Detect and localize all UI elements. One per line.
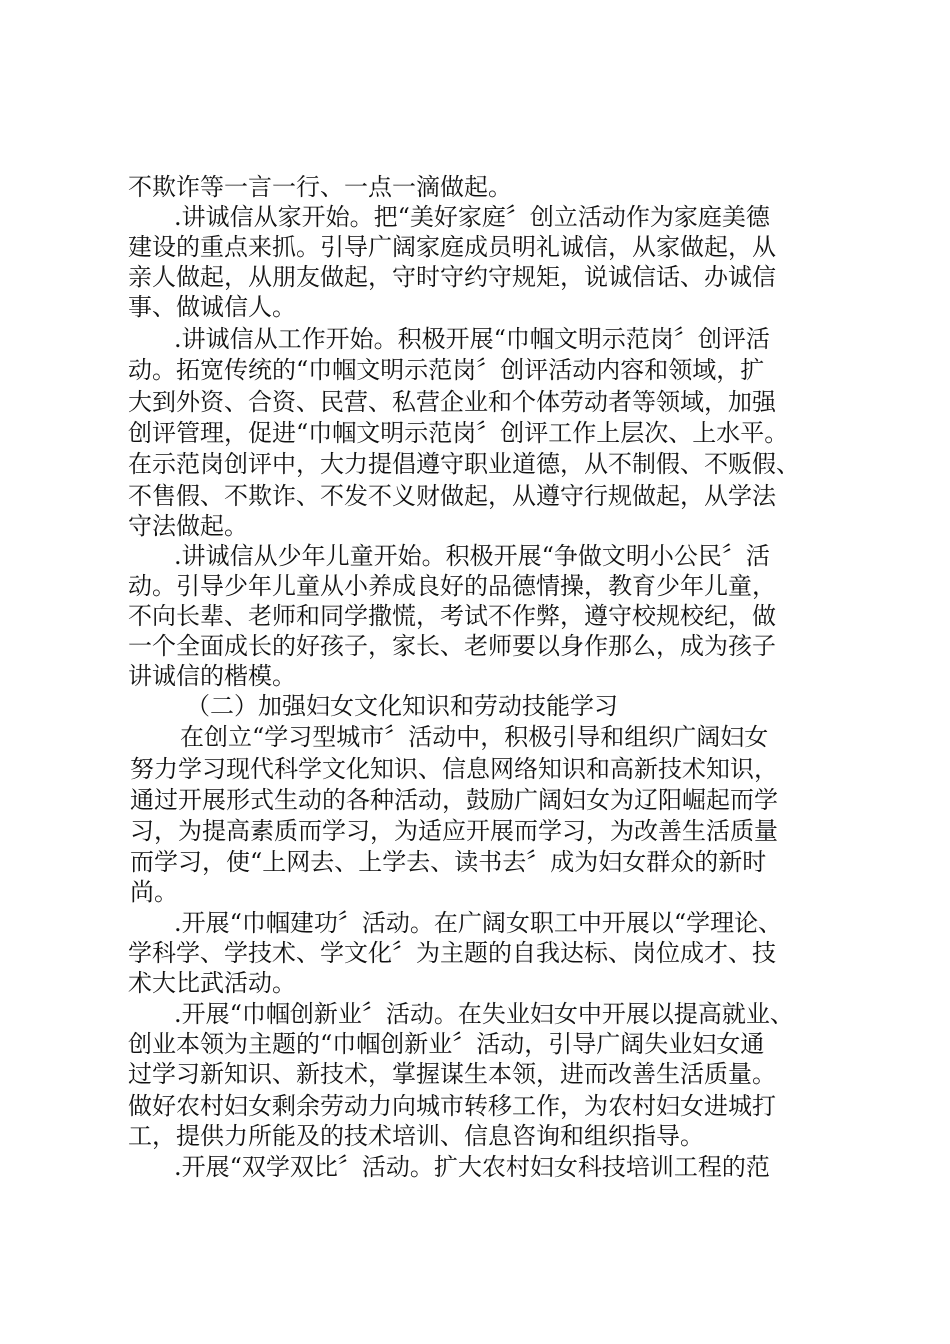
text-line: 讲诚信的楷模。 [128, 662, 296, 690]
text-line: 一个全面成长的好孩子，家长、老师要以身作那么，成为孩子 [128, 632, 776, 660]
text-line: 大到外资、合资、民营、私营企业和个体劳动者等领域，加强 [128, 388, 776, 416]
text-line: 不欺诈等一言一行、一点一滴做起。 [128, 173, 512, 201]
text-line: 而学习，使“上网去、上学去、读书去〞成为妇女群众的新时 [130, 848, 767, 876]
text-line: .讲诚信从工作开始。积极开展“巾帼文明示范岗〞创评活 [174, 325, 770, 353]
text-line: 术大比武活动。 [128, 969, 296, 997]
text-line: .开展“巾帼建功〞活动。在广阔女职工中开展以“学理论、 [174, 909, 783, 937]
text-line: 工，提供力所能及的技术培训、信息咨询和组织指导。 [128, 1122, 704, 1150]
text-line: 创业本领为主题的“巾帼创新业〞活动，引导广阔失业妇女通 [128, 1030, 765, 1058]
text-line: 事、做诚信人。 [128, 293, 296, 321]
text-line: 做好农村妇女剩余劳动力向城市转移工作，为农村妇女进城打 [128, 1092, 776, 1120]
text-line: 在示范岗创评中，大力提倡遵守职业道德，从不制假、不贩假、 [128, 450, 800, 478]
section-heading: （二）加强妇女文化知识和劳动技能学习 [186, 692, 618, 720]
text-line: 通过开展形式生动的各种活动，鼓励广阔妇女为辽阳崛起而学 [130, 786, 778, 814]
text-line: 在创立“学习型城市〞活动中，积极引导和组织广阔妇女 [180, 723, 769, 751]
text-line: 亲人做起，从朋友做起，守时守约守规矩，说诚信话、办诚信 [128, 263, 776, 291]
text-line: .开展“巾帼创新业〞活动。在失业妇女中开展以提高就业、 [174, 1000, 794, 1028]
text-line: 尚。 [130, 878, 178, 906]
text-line: 动。拓宽传统的“巾帼文明示范岗〞创评活动内容和领域，扩 [128, 356, 765, 384]
text-line: .讲诚信从少年儿童开始。积极开展“争做文明小公民〞活 [174, 542, 770, 570]
text-line: .讲诚信从家开始。把“美好家庭〞创立活动作为家庭美德 [174, 203, 770, 231]
text-line: 过学习新知识、新技术，掌握谋生本领，进而改善生活质量。 [128, 1060, 776, 1088]
text-line: 学科学、学技术、学文化〞为主题的自我达标、岗位成才、技 [128, 939, 776, 967]
text-line: 建设的重点来抓。引导广阔家庭成员明礼诚信，从家做起，从 [128, 233, 776, 261]
text-line: 习，为提高素质而学习，为适应开展而学习，为改善生活质量 [130, 817, 778, 845]
text-line: 不售假、不欺诈、不发不义财做起，从遵守行规做起，从学法 [128, 482, 776, 510]
text-line: 不向长辈、老师和同学撒慌，考试不作弊，遵守校规校纪，做 [128, 602, 776, 630]
text-line: 努力学习现代科学文化知识、信息网络知识和高新技术知识， [130, 755, 778, 783]
text-line: 创评管理，促进“巾帼文明示范岗〞创评工作上层次、上水平。 [128, 419, 789, 447]
text-line: .开展“双学双比〞活动。扩大农村妇女科技培训工程的范 [174, 1153, 770, 1181]
text-line: 动。引导少年儿童从小养成良好的品德情操，教育少年儿童， [128, 572, 776, 600]
text-line: 守法做起。 [128, 512, 248, 540]
